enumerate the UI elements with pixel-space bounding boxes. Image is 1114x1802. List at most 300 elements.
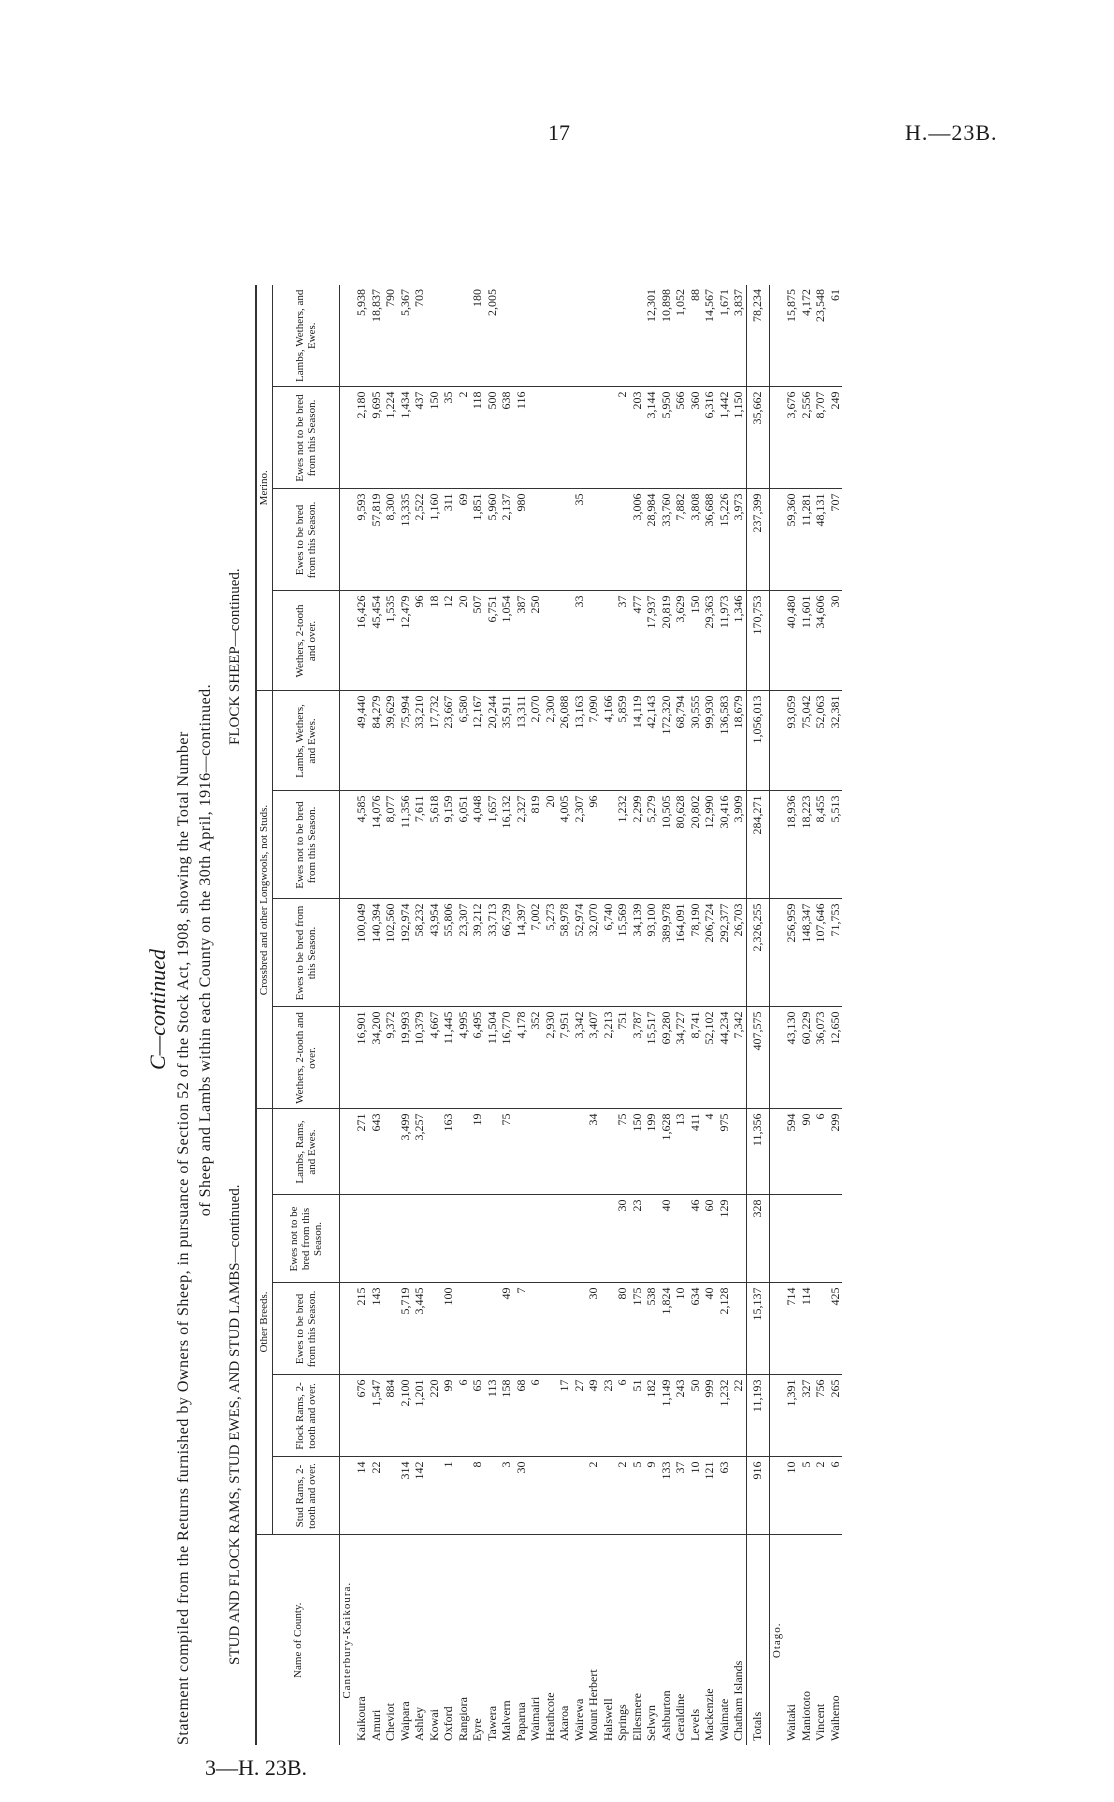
- value-cell: [485, 1283, 500, 1375]
- value-cell: 18,837: [369, 285, 384, 387]
- value-cell: 4,178: [514, 1007, 529, 1109]
- value-cell: [528, 387, 543, 489]
- value-cell: 15,137: [746, 1283, 769, 1375]
- value-cell: 7,611: [412, 791, 427, 899]
- value-cell: 500: [485, 387, 500, 489]
- value-cell: 2: [456, 387, 471, 489]
- value-cell: [543, 285, 558, 387]
- value-cell: 57,819: [369, 489, 384, 591]
- value-cell: 170,753: [746, 591, 769, 691]
- value-cell: [427, 1457, 442, 1535]
- value-cell: 60: [702, 1195, 717, 1283]
- value-cell: 19,993: [398, 1007, 413, 1109]
- value-cell: 4,048: [470, 791, 485, 899]
- county-name: Waimairi: [528, 1696, 542, 1741]
- value-cell: 265: [828, 1375, 843, 1457]
- continued-heading: C—continued: [145, 949, 170, 1070]
- value-cell: 22: [731, 1375, 746, 1457]
- value-cell: [557, 1283, 572, 1375]
- value-cell: 33,760: [659, 489, 674, 591]
- value-cell: 11,973: [717, 591, 732, 691]
- value-cell: 3,342: [572, 1007, 587, 1109]
- value-cell: 6: [528, 1375, 543, 1457]
- empty-cell: [339, 791, 354, 899]
- value-cell: [369, 1195, 384, 1283]
- header-group-other-breeds: Other Breeds.: [256, 1109, 272, 1535]
- value-cell: 819: [528, 791, 543, 899]
- value-cell: 45,454: [369, 591, 384, 691]
- value-cell: 71,753: [828, 899, 843, 1007]
- value-cell: 26,088: [557, 691, 572, 791]
- value-cell: [731, 1195, 746, 1283]
- value-cell: [731, 1283, 746, 1375]
- table-row: [644, 285, 659, 1745]
- empty-cell: [339, 387, 354, 489]
- value-cell: [499, 1195, 514, 1283]
- value-cell: 30: [828, 591, 843, 691]
- value-cell: 327: [799, 1375, 814, 1457]
- value-cell: 284,271: [746, 791, 769, 899]
- value-cell: 5,960: [485, 489, 500, 591]
- empty-cell: [769, 489, 784, 591]
- value-cell: 10,898: [659, 285, 674, 387]
- table-row: [784, 285, 799, 1745]
- value-cell: 35,662: [746, 387, 769, 489]
- value-cell: [557, 591, 572, 691]
- value-cell: 164,091: [673, 899, 688, 1007]
- county-name: Ellesmere: [629, 1693, 644, 1741]
- value-cell: 7,951: [557, 1007, 572, 1109]
- value-cell: 1,232: [615, 791, 630, 899]
- value-cell: 751: [615, 1007, 630, 1109]
- value-cell: 7,002: [528, 899, 543, 1007]
- value-cell: 96: [412, 591, 427, 691]
- value-cell: 2,326,255: [746, 899, 769, 1007]
- value-cell: 1,434: [398, 387, 413, 489]
- value-cell: [586, 387, 601, 489]
- value-cell: 17,937: [644, 591, 659, 691]
- county-name: Mackenzie: [702, 1688, 716, 1741]
- value-cell: 6,316: [702, 387, 717, 489]
- value-cell: [427, 1195, 442, 1283]
- value-cell: 1,052: [673, 285, 688, 387]
- value-cell: 538: [644, 1283, 659, 1375]
- table-row: [441, 285, 456, 1745]
- value-cell: 203: [630, 387, 645, 489]
- value-cell: 15,569: [615, 899, 630, 1007]
- value-cell: 703: [412, 285, 427, 387]
- value-cell: 7,090: [586, 691, 601, 791]
- value-cell: [456, 1283, 471, 1375]
- value-cell: 3,144: [644, 387, 659, 489]
- value-cell: 6: [828, 1457, 843, 1535]
- table-row: [456, 285, 471, 1745]
- value-cell: [601, 285, 616, 387]
- value-cell: 250: [528, 591, 543, 691]
- county-name: Waihemo: [827, 1695, 842, 1741]
- value-cell: 136,583: [717, 691, 732, 791]
- value-cell: 51: [630, 1375, 645, 1457]
- value-cell: 192,974: [398, 899, 413, 1007]
- table-row: [514, 285, 529, 1745]
- empty-cell: [339, 1109, 354, 1195]
- county-name: Waitaki: [784, 1703, 798, 1741]
- value-cell: [528, 1457, 543, 1535]
- value-cell: 20,244: [485, 691, 500, 791]
- value-cell: [644, 1195, 659, 1283]
- value-cell: 8,077: [383, 791, 398, 899]
- value-cell: 16,770: [499, 1007, 514, 1109]
- table-row: [799, 285, 814, 1745]
- value-cell: 68: [514, 1375, 529, 1457]
- value-cell: 182: [644, 1375, 659, 1457]
- rotated-page-content: [145, 145, 1045, 1745]
- value-cell: 2,128: [717, 1283, 732, 1375]
- value-cell: 4,585: [354, 791, 369, 899]
- value-cell: 1,232: [717, 1375, 732, 1457]
- value-cell: 2,556: [799, 387, 814, 489]
- value-cell: [784, 1195, 799, 1283]
- value-cell: 2,522: [412, 489, 427, 591]
- value-cell: 3,909: [731, 791, 746, 899]
- value-cell: 75: [499, 1109, 514, 1195]
- section-label: Canterbury-Kaikoura.: [340, 1581, 353, 1699]
- table-row: [813, 285, 828, 1745]
- value-cell: 61: [828, 285, 843, 387]
- value-cell: 5: [799, 1457, 814, 1535]
- value-cell: 8,455: [813, 791, 828, 899]
- value-cell: 15,875: [784, 285, 799, 387]
- value-cell: 30: [514, 1457, 529, 1535]
- value-cell: 1,657: [485, 791, 500, 899]
- value-cell: 34,606: [813, 591, 828, 691]
- table-row: [354, 285, 369, 1745]
- county-name: Waimate: [716, 1698, 731, 1741]
- value-cell: 4,995: [456, 1007, 471, 1109]
- value-cell: 6,751: [485, 591, 500, 691]
- value-cell: 32,381: [828, 691, 843, 791]
- value-cell: 311: [441, 489, 456, 591]
- column-header: Lambs, Rams, and Ewes.: [272, 1109, 339, 1195]
- value-cell: 256,959: [784, 899, 799, 1007]
- value-cell: 80,628: [673, 791, 688, 899]
- value-cell: 2: [615, 1457, 630, 1535]
- value-cell: 17: [557, 1375, 572, 1457]
- value-cell: 1,628: [659, 1109, 674, 1195]
- value-cell: 3,407: [586, 1007, 601, 1109]
- value-cell: 158: [499, 1375, 514, 1457]
- value-cell: 389,978: [659, 899, 674, 1007]
- value-cell: [514, 285, 529, 387]
- value-cell: 84,279: [369, 691, 384, 791]
- value-cell: 35: [441, 387, 456, 489]
- value-cell: 4,005: [557, 791, 572, 899]
- statement-title-line1: Statement compiled from the Returns furnished by Owners of Sheep, in pursuance of Section 52 of the Stock Act, 1908, showing the Total Number: [175, 731, 192, 1745]
- column-header: Flock Rams, 2-tooth and over.: [272, 1375, 339, 1457]
- value-cell: [543, 387, 558, 489]
- value-cell: 27: [572, 1375, 587, 1457]
- value-cell: 5,279: [644, 791, 659, 899]
- value-cell: 199: [644, 1109, 659, 1195]
- value-cell: 9,695: [369, 387, 384, 489]
- value-cell: 2,005: [485, 285, 500, 387]
- value-cell: 3,787: [630, 1007, 645, 1109]
- value-cell: 23,307: [456, 899, 471, 1007]
- county-name: Amuri: [368, 1709, 383, 1741]
- value-cell: 638: [499, 387, 514, 489]
- value-cell: [427, 1283, 442, 1375]
- value-cell: 11,601: [799, 591, 814, 691]
- value-cell: [586, 591, 601, 691]
- section-row: [339, 285, 354, 1745]
- column-header: Ewes not to be bred from this Season.: [272, 1195, 339, 1283]
- value-cell: 215: [354, 1283, 369, 1375]
- value-cell: 118: [470, 387, 485, 489]
- value-cell: 4,667: [427, 1007, 442, 1109]
- statement-title-line2: of Sheep and Lambs within each County on the 30th April, 1916—continued.: [197, 683, 214, 1217]
- value-cell: 328: [746, 1195, 769, 1283]
- value-cell: 8,300: [383, 489, 398, 591]
- value-cell: 23,548: [813, 285, 828, 387]
- value-cell: [557, 1109, 572, 1195]
- value-cell: [543, 1109, 558, 1195]
- value-cell: 1,224: [383, 387, 398, 489]
- value-cell: 12: [441, 591, 456, 691]
- value-cell: 12,990: [702, 791, 717, 899]
- value-cell: 59,360: [784, 489, 799, 591]
- value-cell: [813, 1283, 828, 1375]
- value-cell: [528, 285, 543, 387]
- value-cell: 8: [470, 1457, 485, 1535]
- empty-cell: [339, 489, 354, 591]
- value-cell: 37: [673, 1457, 688, 1535]
- value-cell: 34,139: [630, 899, 645, 1007]
- value-cell: 52,063: [813, 691, 828, 791]
- value-cell: 6: [813, 1109, 828, 1195]
- empty-cell: [339, 285, 354, 387]
- value-cell: [354, 1195, 369, 1283]
- value-cell: 999: [702, 1375, 717, 1457]
- value-cell: 6,740: [601, 899, 616, 1007]
- value-cell: [572, 387, 587, 489]
- value-cell: 12,650: [828, 1007, 843, 1109]
- value-cell: 34,727: [673, 1007, 688, 1109]
- value-cell: 35: [572, 489, 587, 591]
- table-row: [499, 285, 514, 1745]
- value-cell: 68,794: [673, 691, 688, 791]
- value-cell: 30,555: [688, 691, 703, 791]
- value-cell: [485, 1457, 500, 1535]
- value-cell: 3,006: [630, 489, 645, 591]
- value-cell: 13,335: [398, 489, 413, 591]
- value-cell: 19: [470, 1109, 485, 1195]
- header-county: Name of County.: [256, 1535, 339, 1745]
- value-cell: 16,901: [354, 1007, 369, 1109]
- value-cell: 2: [615, 387, 630, 489]
- county-name: Vincent: [813, 1703, 827, 1741]
- value-cell: 133: [659, 1457, 674, 1535]
- value-cell: [514, 1195, 529, 1283]
- value-cell: 52,974: [572, 899, 587, 1007]
- county-name: Levels: [687, 1709, 702, 1741]
- value-cell: 100: [441, 1283, 456, 1375]
- value-cell: [441, 1195, 456, 1283]
- value-cell: 10: [673, 1283, 688, 1375]
- value-cell: 11,193: [746, 1375, 769, 1457]
- value-cell: [586, 489, 601, 591]
- value-cell: 8,741: [688, 1007, 703, 1109]
- value-cell: 11,356: [398, 791, 413, 899]
- column-header: Wethers, 2-tooth and over.: [272, 1007, 339, 1109]
- column-header: Wethers, 2-tooth and over.: [272, 591, 339, 691]
- value-cell: 1: [441, 1457, 456, 1535]
- value-cell: [557, 285, 572, 387]
- value-cell: 114: [799, 1283, 814, 1375]
- value-cell: 69: [456, 489, 471, 591]
- value-cell: 30: [586, 1283, 601, 1375]
- value-cell: 594: [784, 1109, 799, 1195]
- value-cell: 980: [514, 489, 529, 591]
- header-group-crossbred: Crossbred and other Longwools, not Studs.: [256, 691, 272, 1109]
- value-cell: 75,042: [799, 691, 814, 791]
- value-cell: [615, 489, 630, 591]
- section-label: Otago.: [770, 1622, 783, 1659]
- value-cell: 66,739: [499, 899, 514, 1007]
- value-cell: [557, 489, 572, 591]
- value-cell: 5,367: [398, 285, 413, 387]
- table-row: [369, 285, 384, 1745]
- value-cell: [572, 1109, 587, 1195]
- column-header: Ewes to be bred from this Season.: [272, 899, 339, 1007]
- value-cell: 26,703: [731, 899, 746, 1007]
- value-cell: 69,280: [659, 1007, 674, 1109]
- value-cell: 36,073: [813, 1007, 828, 1109]
- table-row: [528, 285, 543, 1745]
- value-cell: 12,479: [398, 591, 413, 691]
- value-cell: 1,201: [412, 1375, 427, 1457]
- value-cell: 32,070: [586, 899, 601, 1007]
- value-cell: [456, 1109, 471, 1195]
- value-cell: 206,724: [702, 899, 717, 1007]
- county-name: Ashburton: [658, 1690, 673, 1741]
- value-cell: 23: [630, 1195, 645, 1283]
- empty-cell: [769, 1283, 784, 1375]
- value-cell: 756: [813, 1375, 828, 1457]
- value-cell: [383, 1195, 398, 1283]
- value-cell: 2: [586, 1457, 601, 1535]
- value-cell: 14,076: [369, 791, 384, 899]
- value-cell: 2,180: [354, 387, 369, 489]
- value-cell: 10,505: [659, 791, 674, 899]
- value-cell: 65: [470, 1375, 485, 1457]
- value-cell: 9,372: [383, 1007, 398, 1109]
- value-cell: 2,327: [514, 791, 529, 899]
- value-cell: 33,713: [485, 899, 500, 1007]
- value-cell: 1,160: [427, 489, 442, 591]
- value-cell: 16,426: [354, 591, 369, 691]
- value-cell: 8,707: [813, 387, 828, 489]
- value-cell: 2,070: [528, 691, 543, 791]
- value-cell: [572, 1457, 587, 1535]
- value-cell: 5,950: [659, 387, 674, 489]
- value-cell: 2,299: [630, 791, 645, 899]
- column-header: Ewes not to be bred from this Season.: [272, 387, 339, 489]
- value-cell: 18: [427, 591, 442, 691]
- value-cell: 1,671: [717, 285, 732, 387]
- value-cell: [572, 1283, 587, 1375]
- value-cell: [427, 285, 442, 387]
- value-cell: 28,984: [644, 489, 659, 591]
- totals-row: [746, 285, 769, 1745]
- value-cell: 43,130: [784, 1007, 799, 1109]
- value-cell: 5,938: [354, 285, 369, 387]
- value-cell: [601, 591, 616, 691]
- value-cell: 107,646: [813, 899, 828, 1007]
- value-cell: 22: [369, 1457, 384, 1535]
- sheep-returns-table: [255, 285, 842, 1745]
- value-cell: 36,688: [702, 489, 717, 591]
- value-cell: 150: [688, 591, 703, 691]
- value-cell: 5,859: [615, 691, 630, 791]
- value-cell: 100,049: [354, 899, 369, 1007]
- value-cell: 121: [702, 1457, 717, 1535]
- value-cell: 407,575: [746, 1007, 769, 1109]
- value-cell: 12,167: [470, 691, 485, 791]
- value-cell: 507: [470, 591, 485, 691]
- empty-cell: [339, 1283, 354, 1375]
- value-cell: 23: [601, 1375, 616, 1457]
- value-cell: 5,618: [427, 791, 442, 899]
- value-cell: 634: [688, 1283, 703, 1375]
- value-cell: 18,223: [799, 791, 814, 899]
- value-cell: [543, 1375, 558, 1457]
- value-cell: 18,936: [784, 791, 799, 899]
- table-row: [659, 285, 674, 1745]
- value-cell: 88: [688, 285, 703, 387]
- value-cell: 2,300: [543, 691, 558, 791]
- value-cell: 42,143: [644, 691, 659, 791]
- value-cell: [528, 1195, 543, 1283]
- value-cell: 180: [470, 285, 485, 387]
- value-cell: 96: [586, 791, 601, 899]
- table-row: [470, 285, 485, 1745]
- value-cell: [586, 285, 601, 387]
- value-cell: 1,054: [499, 591, 514, 691]
- value-cell: [601, 387, 616, 489]
- value-cell: 9,159: [441, 791, 456, 899]
- value-cell: 78,190: [688, 899, 703, 1007]
- value-cell: 143: [369, 1283, 384, 1375]
- value-cell: 1,535: [383, 591, 398, 691]
- county-name: Geraldine: [673, 1693, 687, 1741]
- value-cell: 12,301: [644, 285, 659, 387]
- value-cell: [543, 1457, 558, 1535]
- value-cell: 1,391: [784, 1375, 799, 1457]
- value-cell: 50: [688, 1375, 703, 1457]
- value-cell: 714: [784, 1283, 799, 1375]
- value-cell: 75: [615, 1109, 630, 1195]
- value-cell: 142: [412, 1457, 427, 1535]
- value-cell: [383, 1283, 398, 1375]
- empty-cell: [769, 591, 784, 691]
- value-cell: 49: [499, 1283, 514, 1375]
- value-cell: 58,978: [557, 899, 572, 1007]
- value-cell: [557, 1195, 572, 1283]
- value-cell: 39,212: [470, 899, 485, 1007]
- value-cell: 14,397: [514, 899, 529, 1007]
- value-cell: [485, 1195, 500, 1283]
- empty-cell: [339, 691, 354, 791]
